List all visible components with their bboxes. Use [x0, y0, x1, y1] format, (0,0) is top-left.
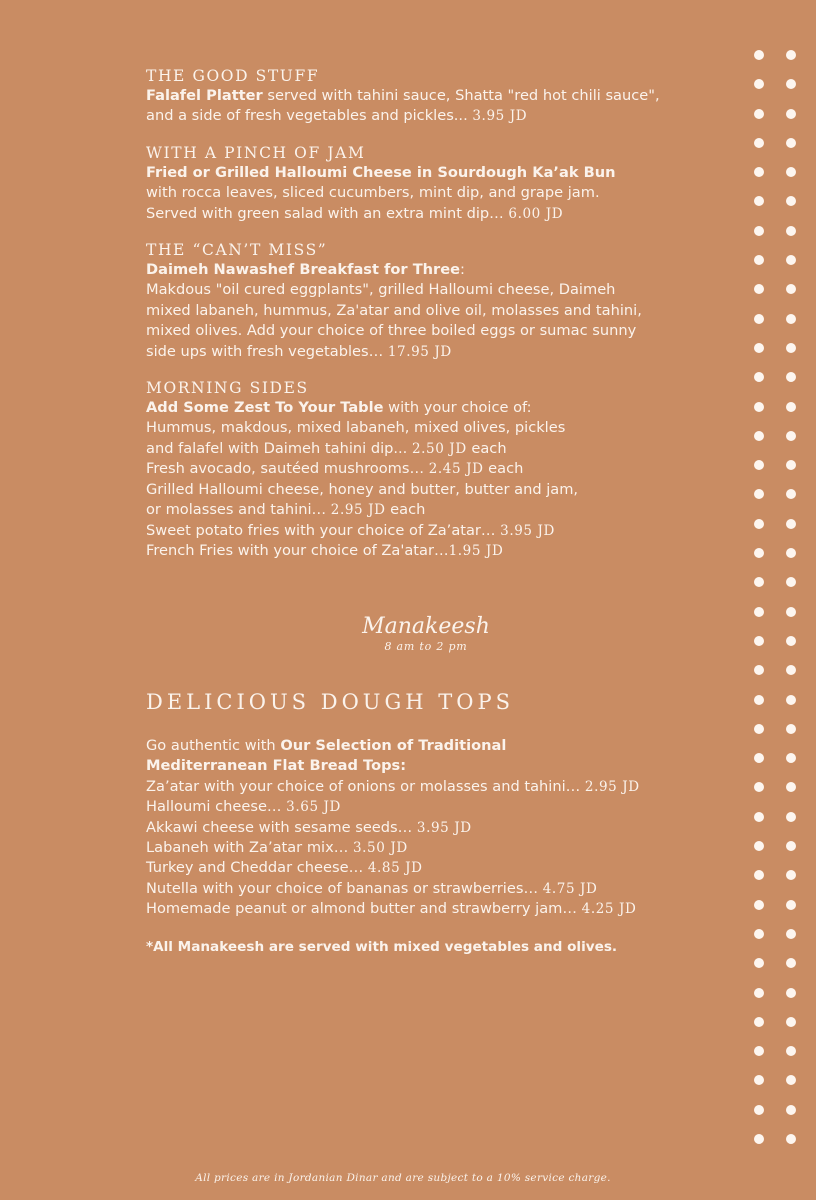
- decorative-dot: [754, 841, 764, 851]
- price: 3.95 JD: [416, 819, 472, 836]
- item-name: Mediterranean Flat Bread Tops:: [146, 757, 407, 775]
- decorative-dot: [786, 870, 796, 880]
- decorative-dot: [786, 226, 796, 236]
- decorative-dot: [754, 929, 764, 939]
- item-text: and a side of fresh vegetables and pickles...: [146, 107, 473, 125]
- decorative-dot: [786, 196, 796, 206]
- menu-line: [146, 899, 746, 919]
- item-text: with rocca leaves, sliced cucumbers, mint dip, and grape jam.: [146, 184, 600, 202]
- decorative-dot: [754, 665, 764, 675]
- decorative-dot: [786, 988, 796, 998]
- menu-line: [146, 838, 746, 858]
- item-text: Akkawi cheese with sesame seeds…: [146, 818, 417, 836]
- menu-line: [146, 260, 726, 280]
- menu-line: [146, 86, 726, 106]
- decorative-dot: [754, 519, 764, 529]
- decorative-dot: [754, 196, 764, 206]
- decorative-dot: [786, 665, 796, 675]
- menu-line: [146, 879, 746, 899]
- decorative-dot: [754, 782, 764, 792]
- decorative-dot: [754, 695, 764, 705]
- item-text: each: [483, 460, 524, 478]
- price: 1.95 JD: [448, 542, 504, 559]
- menu-line: [146, 459, 726, 479]
- price: 3.65 JD: [286, 799, 341, 816]
- decorative-dot: [754, 812, 764, 822]
- item-text: Sweet potato fries with your choice of Za’atar…: [146, 521, 501, 539]
- item-text: mixed labaneh, hummus, Za'atar and olive oil, molasses and tahini,: [146, 301, 642, 319]
- decorative-dot: [754, 431, 764, 441]
- decorative-dot: [786, 724, 796, 734]
- item-text: Turkey and Cheddar cheese…: [146, 859, 368, 877]
- decorative-dot: [786, 1017, 796, 1027]
- menu-line: [146, 439, 726, 459]
- decorative-dot: [786, 607, 796, 617]
- item-text: Nutella with your choice of bananas or strawberries…: [146, 879, 543, 897]
- decorative-dot: [754, 1105, 764, 1115]
- section-title: MORNING SIDES: [146, 379, 309, 398]
- menu-line: [146, 204, 726, 224]
- item-text: each: [466, 439, 507, 457]
- menu-line: [146, 500, 726, 520]
- manakeesh-title: Manakeesh: [362, 614, 490, 639]
- decorative-dot: [786, 548, 796, 558]
- item-text: French Fries with your choice of Za'atar…: [146, 541, 449, 559]
- decorative-dot: [754, 314, 764, 324]
- menu-line: [146, 106, 726, 126]
- decorative-dot: [786, 255, 796, 265]
- section-title: THE GOOD STUFF: [146, 67, 320, 85]
- menu-line: [146, 418, 726, 438]
- decorative-dot: [786, 79, 796, 89]
- item-text: Served with green salad with an extra mint dip…: [146, 204, 509, 222]
- decorative-dot: [786, 314, 796, 324]
- item-name: Add Some Zest To Your Table: [146, 399, 384, 417]
- decorative-dot: [754, 50, 764, 60]
- decorative-dot: [786, 900, 796, 910]
- item-text: served with tahini sauce, Shatta "red hot chili sauce",: [262, 87, 660, 104]
- decorative-dot: [754, 226, 764, 236]
- menu-line: [146, 521, 726, 541]
- dough-section: [146, 690, 746, 956]
- decorative-dot: [786, 577, 796, 587]
- decorative-dot: [754, 372, 764, 382]
- item-text: Grilled Halloumi cheese, honey and butter, butter and jam,: [146, 480, 579, 498]
- item-text: Fresh avocado, sautéed mushrooms…: [146, 460, 429, 478]
- item-name: Fried or Grilled Halloumi Cheese in Sourdough Ka’ak Bun: [146, 163, 616, 181]
- item-text: Homemade peanut or almond butter and strawberry jam…: [146, 900, 582, 918]
- item-text: :: [460, 261, 465, 279]
- decorative-dot: [786, 402, 796, 412]
- decorative-dot: [786, 167, 796, 177]
- decorative-dot: [786, 753, 796, 763]
- decorative-dot: [786, 431, 796, 441]
- decorative-dot: [786, 1075, 796, 1085]
- decorative-dot: [786, 519, 796, 529]
- price: 3.95 JD: [500, 522, 555, 539]
- item-text: Za’atar with your choice of onions or molasses and tahini…: [146, 777, 585, 795]
- decorative-dot: [786, 138, 796, 148]
- item-text: Hummus, makdous, mixed labaneh, mixed olives, pickles: [146, 419, 566, 437]
- menu-line: [146, 858, 746, 878]
- item-text: Halloumi cheese…: [146, 798, 287, 816]
- decorative-dot: [754, 753, 764, 763]
- decorative-dot: [786, 343, 796, 353]
- item-text: or molasses and tahini…: [146, 501, 331, 519]
- decorative-dot: [754, 958, 764, 968]
- menu-line: [146, 777, 746, 797]
- price: 17.95 JD: [387, 343, 452, 360]
- menu-line: [146, 183, 726, 203]
- menu-line: [146, 480, 726, 500]
- decorative-dot: [754, 724, 764, 734]
- manakeesh-header: [0, 614, 816, 654]
- menu-line: [146, 797, 746, 817]
- menu-line: [146, 280, 726, 300]
- menu-line: [146, 818, 746, 838]
- item-text: with your choice of:: [383, 399, 532, 417]
- decorative-dot: [754, 402, 764, 412]
- decorative-dot: [786, 284, 796, 294]
- decorative-dot: [754, 460, 764, 470]
- price: 2.95 JD: [584, 778, 640, 795]
- item-text: side ups with fresh vegetables…: [146, 342, 388, 360]
- decorative-dot: [786, 50, 796, 60]
- decorative-dot: [786, 929, 796, 939]
- decorative-dot-border: [754, 50, 806, 1163]
- decorative-dot: [754, 548, 764, 558]
- decorative-dot: [754, 607, 764, 617]
- decorative-dot: [786, 372, 796, 382]
- decorative-dot: [754, 167, 764, 177]
- menu-line: [146, 541, 726, 561]
- decorative-dot: [786, 636, 796, 646]
- decorative-dot: [786, 1046, 796, 1056]
- price: 2.50 JD: [411, 440, 467, 457]
- price: 6.00 JD: [508, 205, 564, 222]
- footer-note: All prices are in Jordanian Dinar and are subject to a 10% service charge.: [195, 1172, 611, 1184]
- decorative-dot: [786, 1134, 796, 1144]
- item-text: Go authentic with: [146, 737, 281, 754]
- decorative-dot: [754, 109, 764, 119]
- decorative-dot: [754, 1075, 764, 1085]
- menu-line: [146, 756, 746, 776]
- decorative-dot: [786, 1105, 796, 1115]
- dough-items: [146, 736, 746, 920]
- manakeesh-note: *All Manakeesh are served with mixed vegetables and olives.: [146, 938, 618, 955]
- decorative-dot: [754, 1017, 764, 1027]
- item-name: Falafel Platter: [146, 87, 263, 104]
- item-text: mixed olives. Add your choice of three boiled eggs or sumac sunny: [146, 322, 637, 340]
- price: 3.50 JD: [352, 840, 408, 857]
- price: 2.45 JD: [428, 461, 484, 478]
- menu-line: [146, 301, 726, 321]
- menu-line: [146, 321, 726, 341]
- decorative-dot: [754, 255, 764, 265]
- item-name: Daimeh Nawashef Breakfast for Three: [146, 261, 461, 279]
- decorative-dot: [754, 138, 764, 148]
- decorative-dot: [754, 489, 764, 499]
- decorative-dot: [786, 460, 796, 470]
- dough-title: DELICIOUS DOUGH TOPS: [146, 690, 515, 714]
- price: 3.95 JD: [472, 108, 528, 125]
- decorative-dot: [786, 782, 796, 792]
- menu-line: [146, 736, 746, 756]
- menu-section: [146, 143, 726, 224]
- decorative-dot: [754, 900, 764, 910]
- decorative-dot: [754, 870, 764, 880]
- menu-line: [146, 342, 726, 362]
- item-text: Labaneh with Za’atar mix…: [146, 839, 353, 857]
- menu-line: [146, 163, 726, 183]
- price: 4.85 JD: [367, 860, 423, 877]
- decorative-dot: [754, 343, 764, 353]
- decorative-dot: [754, 636, 764, 646]
- decorative-dot: [786, 958, 796, 968]
- decorative-dot: [754, 1134, 764, 1144]
- item-text: and falafel with Daimeh tahini dip...: [146, 439, 412, 457]
- price: 4.25 JD: [581, 901, 637, 918]
- decorative-dot: [786, 841, 796, 851]
- menu-line: [146, 398, 726, 418]
- price: 4.75 JD: [542, 880, 598, 897]
- decorative-dot: [754, 577, 764, 587]
- item-name: Our Selection of Traditional: [280, 737, 507, 754]
- decorative-dot: [786, 812, 796, 822]
- item-text: each: [385, 501, 426, 519]
- decorative-dot: [786, 109, 796, 119]
- price: 2.95 JD: [330, 502, 386, 519]
- decorative-dot: [786, 489, 796, 499]
- section-title: WITH A PINCH OF JAM: [146, 143, 366, 162]
- decorative-dot: [754, 988, 764, 998]
- decorative-dot: [754, 79, 764, 89]
- manakeesh-hours: 8 am to 2 pm: [384, 640, 468, 653]
- section-title: THE “CAN’T MISS”: [146, 241, 328, 260]
- item-text: Makdous "oil cured eggplants", grilled Halloumi cheese, Daimeh: [146, 281, 616, 299]
- menu-section: [146, 378, 726, 561]
- menu-content: [146, 66, 726, 577]
- menu-section: [146, 66, 726, 127]
- decorative-dot: [786, 695, 796, 705]
- decorative-dot: [754, 284, 764, 294]
- decorative-dot: [754, 1046, 764, 1056]
- menu-section: [146, 240, 726, 362]
